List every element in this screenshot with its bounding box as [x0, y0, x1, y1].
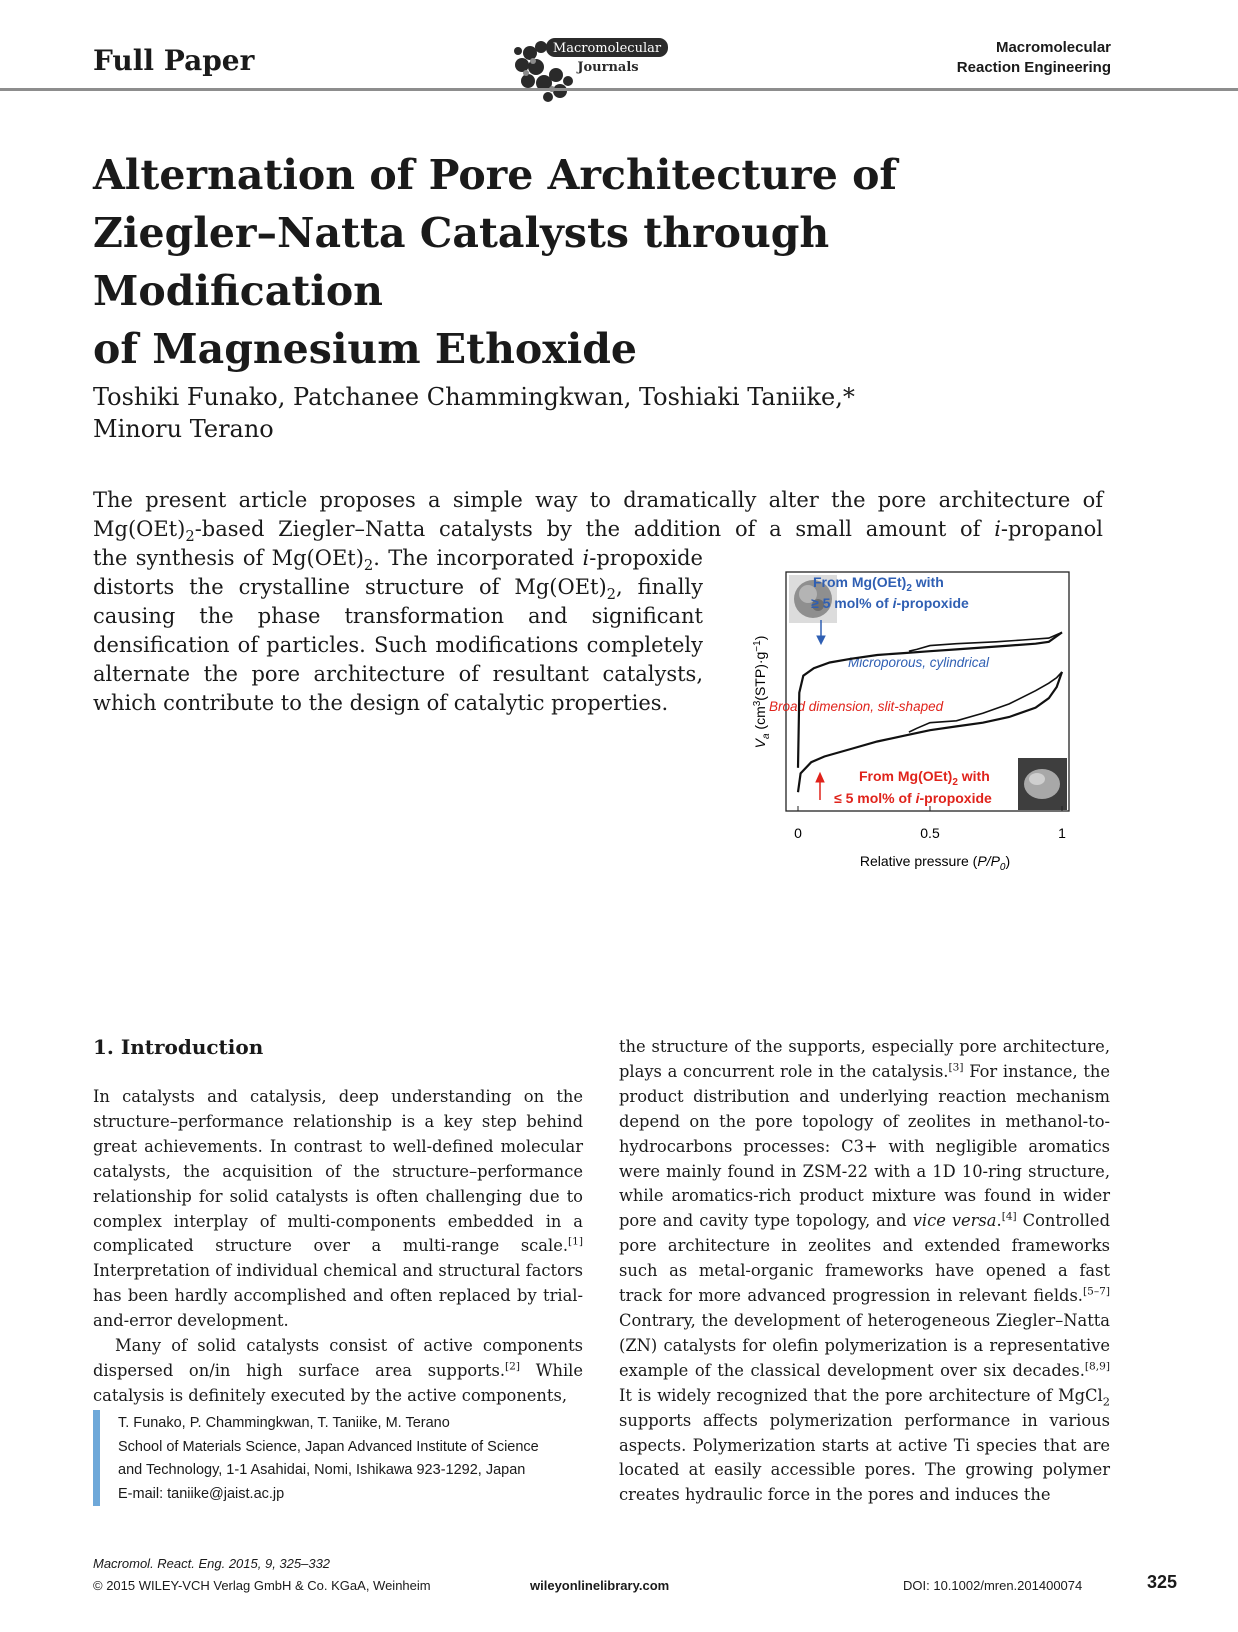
section-heading: 1. Introduction — [93, 1035, 264, 1059]
text-column-right — [619, 1035, 1110, 1508]
website-link[interactable]: wileyonlinelibrary.com — [530, 1578, 670, 1593]
abstract-line: The present article proposes a simple way to dramatically alter the pore architecture of — [93, 488, 1103, 512]
label-part: with — [957, 768, 990, 784]
text: For instance, the product distribution and underlying reaction mechanism depend on the pore topology of zeolites in methanol-to-hydrocarbons processes: C3+ with negligible aromatics were mainly found in ZSM-22 with a 1D 10-ring structure, while aromatics-rich product mixture was found in wider pore and cavity type topology, and — [619, 1061, 1110, 1231]
authors-line: Minoru Terano — [93, 415, 274, 443]
italic-text: vice versa — [912, 1211, 997, 1231]
abstract-line: densification of particles. Such modifications completely — [93, 633, 703, 657]
affiliation-line: School of Materials Science, Japan Advanced Institute of Science — [118, 1438, 539, 1455]
label-part: i — [892, 595, 897, 611]
x-tick-label: 0.5 — [920, 825, 940, 841]
label-part: with — [911, 574, 944, 590]
text: Interpretation of individual chemical and structural factors has been hardly accomplished and often replaced by trial-and-error development. — [93, 1261, 583, 1331]
label-subscript: 2 — [906, 583, 912, 594]
abstract-line: causing the phase transformation and significant — [93, 604, 703, 628]
article-title — [93, 146, 1093, 378]
citation: Macromol. React. Eng. 2015, 9, 325–332 — [93, 1556, 331, 1571]
doi[interactable]: DOI: 10.1002/mren.201400074 — [903, 1578, 1083, 1593]
affiliation-box — [118, 1412, 598, 1506]
label-part: -propoxide — [896, 595, 969, 611]
text: supports affects polymerization performance in various aspects. Polymerization starts at active Ti species that are located at easily accessible pores. The growing polymer creates hydraulic force in the pores and induces the — [619, 1410, 1110, 1505]
x-tick-label: 0 — [794, 825, 802, 841]
lower-curve-label: Broad dimension, slit-shaped — [769, 699, 944, 714]
abstract-text: -propanol — [1000, 517, 1103, 541]
abstract-line — [93, 573, 703, 602]
copyright: © 2015 WILEY-VCH Verlag GmbH & Co. KGaA, Weinheim — [93, 1578, 431, 1593]
abstract-line — [93, 544, 703, 573]
label-subscript: 2 — [952, 777, 958, 788]
author-list — [93, 381, 1093, 445]
reference[interactable]: [2] — [505, 1360, 521, 1373]
abstract-text: distorts the crystalline structure of Mg(OEt) — [93, 575, 607, 599]
label-part: ≥ 5 mol% of — [811, 595, 893, 611]
label-part: i — [915, 790, 920, 806]
abstract-italic: i — [582, 546, 590, 570]
abstract-text: , finally — [616, 575, 703, 599]
subscript: 2 — [363, 557, 374, 575]
reference[interactable]: [3] — [948, 1061, 964, 1074]
text: It is widely recognized that the pore architecture of MgCl — [619, 1385, 1103, 1405]
reference[interactable]: [1] — [568, 1236, 583, 1249]
upper-curve-label: Microporous, cylindrical — [848, 655, 990, 670]
affiliation-line: and Technology, 1-1 Asahidai, Nomi, Ishikawa 923-1292, Japan — [118, 1462, 526, 1478]
title-line: of Magnesium Ethoxide — [93, 325, 638, 373]
authors-line: Toshiki Funako, Patchanee Chammingkwan, Toshiaki Taniike,* — [93, 383, 855, 411]
text: In catalysts and catalysis, deep understanding on the structure–performance relationship is a key step behind great achievements. In contrast to well-defined molecular catalysts, the acquisition of the structure–performance relationship for solid catalysts is often challenging due to complex interplay of multi-components embedded in a complicated structure over a multi-range scale. — [93, 1087, 583, 1256]
x-axis-label: Relative pressure $(P/P_0)$ — [859, 853, 1011, 873]
text-column-left — [93, 1085, 583, 1409]
text: While catalysis is definitely executed by the active components, — [93, 1360, 583, 1405]
paragraph — [93, 1085, 583, 1334]
logo-text-bottom: Journals — [577, 60, 639, 75]
abstract-line — [93, 515, 1103, 544]
label-part: -propoxide — [919, 790, 992, 806]
affiliation-bar — [93, 1410, 100, 1506]
page-number: 325 — [1147, 1572, 1178, 1592]
text: the structure of the supports, especially pore architecture, plays a concurrent role in the catalysis. — [619, 1037, 1110, 1081]
title-line: Ziegler–Natta Catalysts through Modification — [93, 209, 830, 315]
header-rule — [0, 88, 1238, 91]
reference[interactable]: [8,9] — [1084, 1360, 1110, 1373]
logo-text-top: Macromolecular — [552, 41, 662, 56]
abstract-text: the synthesis of Mg(OEt) — [93, 546, 364, 570]
lower-sample-label-2 — [834, 790, 992, 806]
journal-name-line2: Reaction Engineering — [956, 59, 1111, 76]
abstract-text: -propoxide — [589, 546, 703, 570]
affiliation-authors: T. Funako, P. Chammingkwan, T. Taniike, M. Terano — [118, 1415, 450, 1431]
paragraph — [93, 1334, 583, 1409]
paragraph — [619, 1035, 1110, 1508]
section-label: Full Paper — [93, 44, 255, 77]
label-part: From Mg(OEt) — [813, 574, 907, 590]
abstract-line: alternate the pore architecture of resultant catalysts, — [93, 662, 703, 686]
subscript: 2 — [1102, 1393, 1110, 1408]
affiliation-email[interactable]: E-mail: taniike@jaist.ac.jp — [118, 1485, 285, 1502]
graphical-abstract — [745, 568, 1085, 918]
journal-logo — [508, 33, 708, 103]
sem-image-bottom — [1018, 758, 1067, 810]
label-part: From Mg(OEt) — [859, 768, 953, 784]
subscript: 2 — [606, 586, 617, 604]
text: Many of solid catalysts consist of active components dispersed on/in high surface area supports. — [93, 1336, 583, 1380]
label-part: ≤ 5 mol% of — [834, 790, 916, 806]
abstract-italic: i — [994, 517, 1001, 541]
y-axis-label: $V_a$ $(cm^3(STP)\cdot g^{-1})$ — [752, 635, 772, 749]
text: Contrary, the development of heterogeneous Ziegler–Natta (ZN) catalysts for olefin polymerization is a representative example of the classical development over six decades. — [619, 1310, 1110, 1380]
abstract-text: -based Ziegler–Natta catalysts by the addition of a small amount of — [194, 517, 995, 541]
abstract-line: which contribute to the design of catalytic properties. — [93, 691, 669, 715]
text: Controlled pore architecture in zeolites and extended frameworks such as metal-organic frameworks have opened a fast track for more advanced progression in relevant fields. — [619, 1211, 1110, 1306]
upper-sample-label-2 — [811, 595, 969, 611]
x-tick-label: 1 — [1058, 825, 1066, 841]
abstract-text: . The incorporated — [373, 546, 583, 570]
abstract-text: Mg(OEt) — [93, 517, 186, 541]
text: . — [996, 1211, 1002, 1231]
journal-name — [957, 38, 1111, 78]
journal-name-line1: Macromolecular — [995, 39, 1111, 56]
reference[interactable]: [5–7] — [1082, 1285, 1110, 1298]
reference[interactable]: [4] — [1001, 1210, 1017, 1223]
subscript: 2 — [185, 528, 195, 546]
title-line: Alternation of Pore Architecture of — [93, 151, 898, 199]
